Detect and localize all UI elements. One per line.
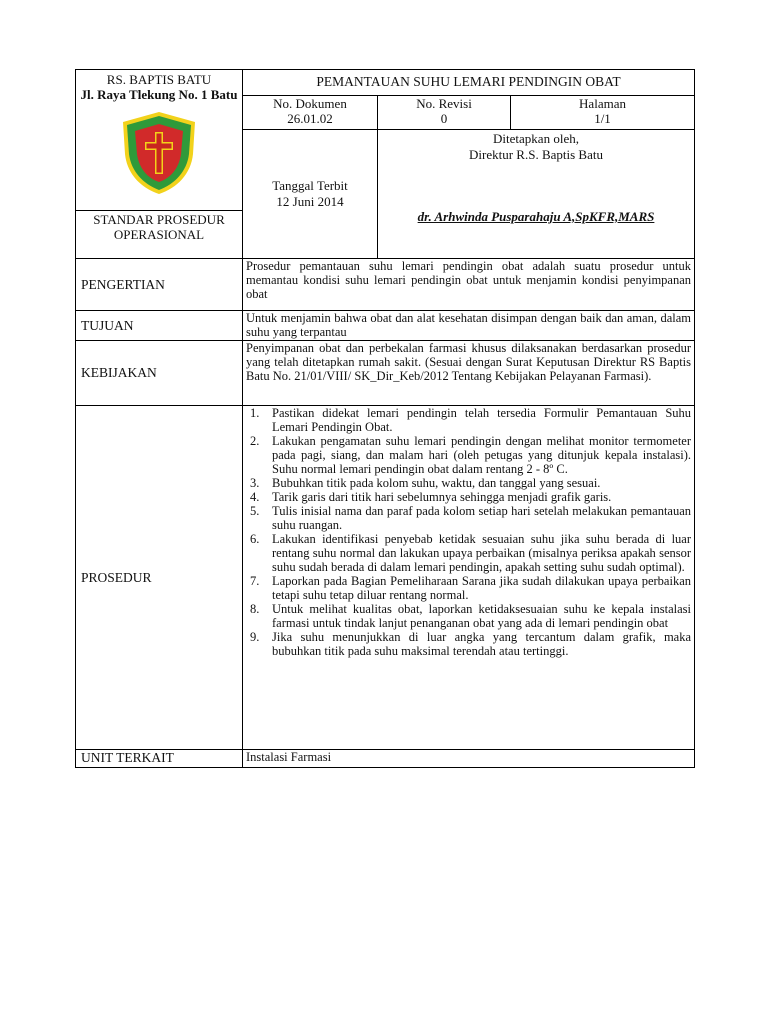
step-number: 1. [250, 406, 260, 420]
hospital-address: Jl. Raya Tlekung No. 1 Batu [80, 87, 238, 102]
prosedur-steps-cell [243, 406, 695, 750]
prosedur-step [246, 504, 691, 532]
issue-date-label: Tanggal Terbit [272, 178, 348, 193]
approval-cell [378, 130, 695, 259]
pengertian-text: Prosedur pemantauan suhu lemari pendingin obat adalah suatu prosedur untuk memantau kondisi suhu lemari pendingin obat untuk menjamin kondisi penyimpanan obat [243, 259, 695, 311]
step-text: Lakukan identifikasi penyebab ketidak sesuaian suhu jika suhu berada di luar rentang suhu normal dan lakukan upaya perbaikan (misalnya periksa apakah sensor suhu sudah berada di dalam lemari pendingin, apakah setting suhu sudah optimal). [272, 532, 692, 574]
sop-title: STANDAR PROSEDUR OPERASIONAL [76, 211, 243, 259]
kebijakan-text: Penyimpanan obat dan perbekalan farmasi khusus dilaksanakan berdasarkan prosedur yang telah ditetapkan rumah sakit. (Sesuai dengan Surat Keputusan Direktur RS Baptis Batu No. 21/01/VIII/ SK_Dir_Keb/2012 Tentang Kebijakan Pelayanan Farmasi). [243, 341, 695, 406]
step-number: 2. [250, 434, 260, 448]
doc-number-label: No. Dokumen [273, 96, 347, 111]
step-number: 5. [250, 504, 260, 518]
sop-table [75, 69, 695, 768]
doc-number: 26.01.02 [287, 111, 333, 126]
hospital-header-cell [76, 70, 243, 211]
document-title: PEMANTAUAN SUHU LEMARI PENDINGIN OBAT [243, 70, 695, 96]
prosedur-label: PROSEDUR [76, 406, 243, 750]
step-number: 3. [250, 476, 260, 490]
prosedur-step [246, 476, 691, 490]
tujuan-text: Untuk menjamin bahwa obat dan alat kesehatan disimpan dengan baik dan aman, dalam suhu yang terpantau [243, 311, 695, 341]
prosedur-step [246, 602, 691, 630]
step-text: Tulis inisial nama dan paraf pada kolom setiap hari setelah melakukan pemantauan suhu ruangan. [272, 504, 692, 532]
approved-by-title: Direktur R.S. Baptis Batu [469, 147, 603, 162]
page-label: Halaman [579, 96, 626, 111]
revision-number: 0 [440, 111, 448, 126]
step-text: Tarik garis dari titik hari sebelumnya sehingga menjadi grafik garis. [272, 490, 612, 504]
step-number: 7. [250, 574, 260, 588]
step-text: Untuk melihat kualitas obat, laporkan ketidaksesuaian suhu ke kepala instalasi farmasi untuk tindak lanjut penanganan obat yang ada di lemari pendingin obat [272, 602, 692, 630]
step-text: Laporkan pada Bagian Pemeliharaan Sarana jika sudah dilakukan upaya perbaikan tetapi suhu tetap diluar rentang normal. [272, 574, 692, 602]
page-cell [511, 96, 695, 130]
step-text: Bubuhkan titik pada kolom suhu, waktu, dan tanggal yang sesuai. [272, 476, 601, 490]
step-text: Lakukan pengamatan suhu lemari pendingin dengan melihat monitor termometer pada pagi, siang, dan malam hari (oleh petugas yang ditunjuk kepala instalasi). Suhu normal lemari pendingin obat dalam rentang 2 - 8º C. [272, 434, 692, 476]
step-number: 9. [250, 630, 260, 644]
kebijakan-label: KEBIJAKAN [76, 341, 243, 406]
step-text: Pastikan didekat lemari pendingin telah tersedia Formulir Pemantauan Suhu Lemari Pendingin Obat. [272, 406, 692, 434]
tujuan-label: TUJUAN [76, 311, 243, 341]
cross-shield-logo-icon [121, 110, 197, 196]
sop-document [75, 69, 694, 768]
approval-block [381, 130, 691, 163]
issue-date: 12 Juni 2014 [276, 194, 344, 209]
prosedur-step [246, 630, 691, 658]
hospital-name-text: RS. BAPTIS BATU [106, 72, 212, 87]
doc-number-cell [243, 96, 378, 130]
prosedur-step [246, 574, 691, 602]
step-number: 8. [250, 602, 260, 616]
revision-cell [378, 96, 511, 130]
prosedur-step [246, 532, 691, 574]
unit-terkait-text: Instalasi Farmasi [243, 750, 695, 768]
prosedur-step [246, 406, 691, 434]
approved-by-label: Ditetapkan oleh, [493, 131, 579, 146]
unit-terkait-label: UNIT TERKAIT [76, 750, 243, 768]
pengertian-label: PENGERTIAN [76, 259, 243, 311]
hospital-name [79, 70, 239, 102]
revision-label: No. Revisi [416, 96, 472, 111]
prosedur-step [246, 434, 691, 476]
page-number: 1/1 [594, 111, 611, 126]
prosedur-steps [246, 406, 691, 658]
issue-date-cell [243, 130, 378, 259]
prosedur-step [246, 490, 691, 504]
step-number: 4. [250, 490, 260, 504]
step-number: 6. [250, 532, 260, 546]
signer-name: dr. Arhwinda Pusparahaju A,SpKFR,MARS [417, 209, 655, 224]
step-text: Jika suhu menunjukkan di luar angka yang tercantum dalam grafik, maka bubuhkan titik pada suhu maksimal terendah atau tertinggi. [272, 630, 692, 658]
hospital-logo [79, 102, 239, 201]
